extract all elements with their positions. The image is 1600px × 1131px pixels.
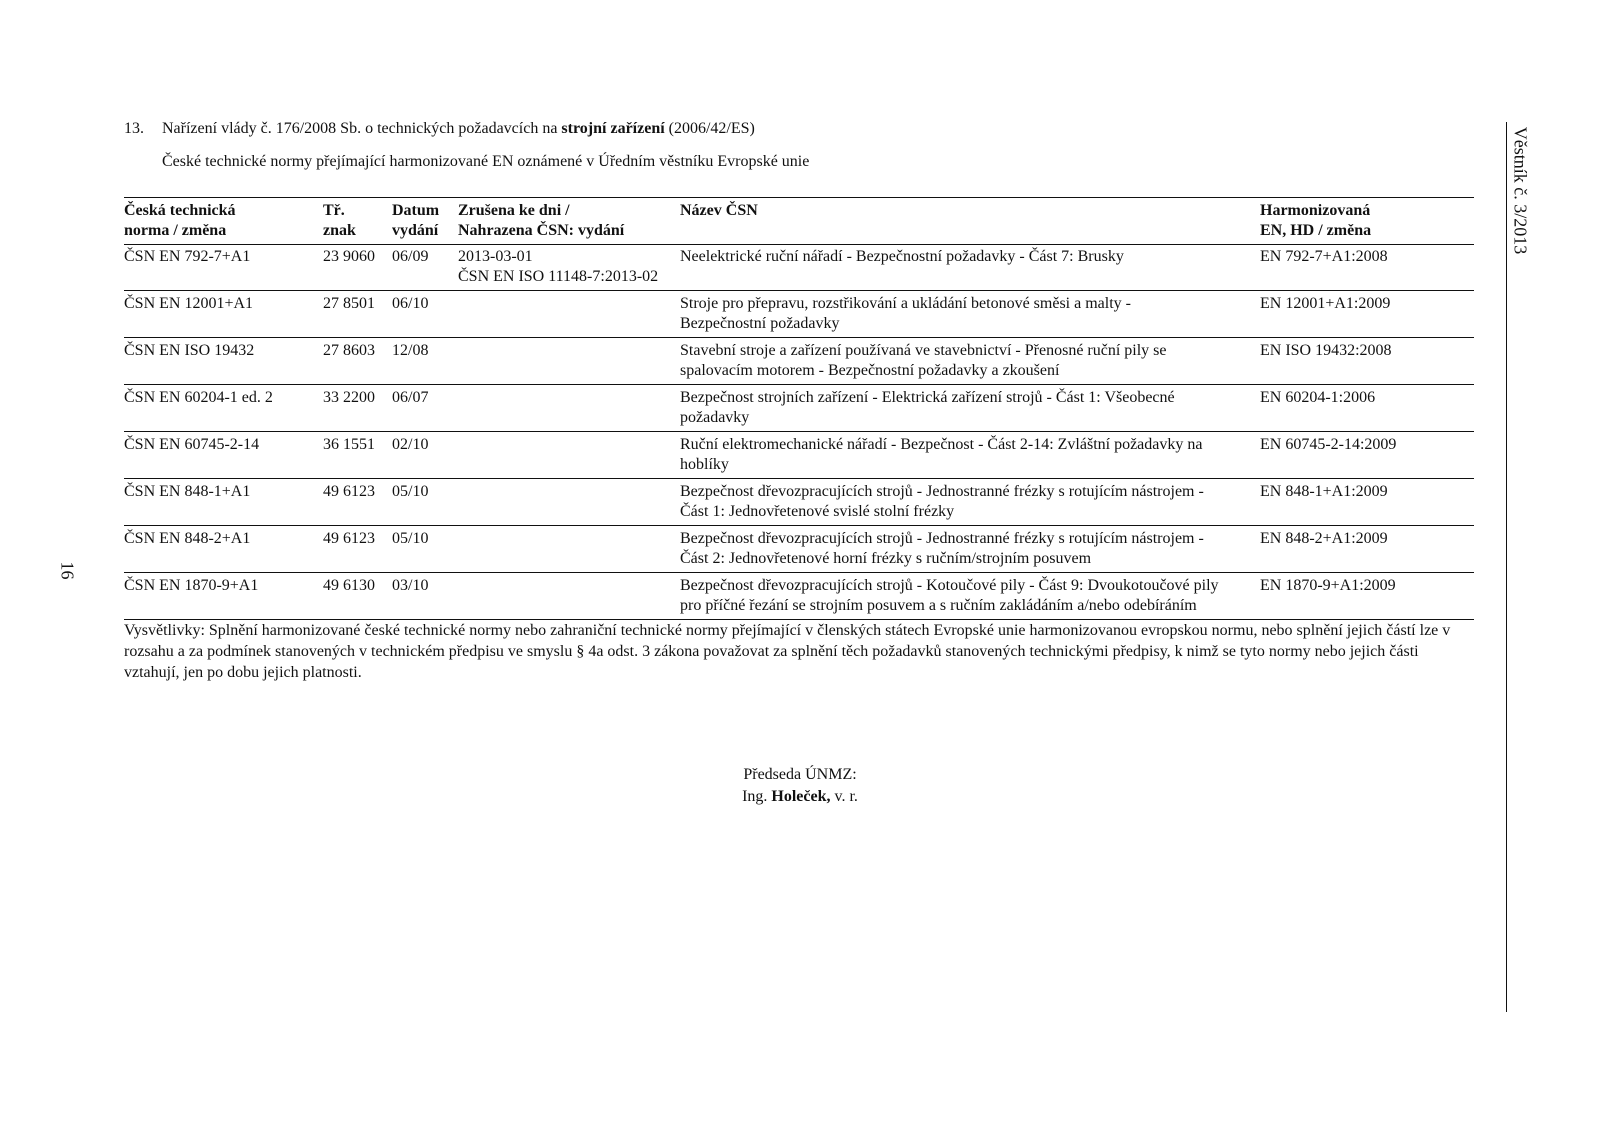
cell-class: 49 6130 <box>323 573 392 620</box>
cell-norm: ČSN EN 60204-1 ed. 2 <box>124 385 323 432</box>
cell-harmonized: EN 848-1+A1:2009 <box>1260 479 1474 526</box>
cell-harmonized: EN 12001+A1:2009 <box>1260 291 1474 338</box>
cell-harmonized: EN 792-7+A1:2008 <box>1260 245 1474 291</box>
table-row <box>124 291 1474 338</box>
cell-title: Bezpečnost dřevozpracujících strojů - Jednostranné frézky s rotujícím nástrojem - Část 2: Jednovřetenové horní frézky s ručním/strojním posuvem <box>680 526 1260 573</box>
header-class: Tř. znak <box>323 198 392 245</box>
cell-harmonized: EN 60204-1:2006 <box>1260 385 1474 432</box>
cell-date: 06/09 <box>392 245 458 291</box>
cell-title: Stavební stroje a zařízení používaná ve stavebnictví - Přenosné ruční pily se spalovacím motorem - Bezpečnostní požadavky a zkoušení <box>680 338 1260 385</box>
section-heading <box>124 120 755 138</box>
explanatory-note: Vysvětlivky: Splnění harmonizované české technické normy nebo zahraniční technické normy přejímající v členských státech Evropské unie harmonizovanou evropskou normu, nebo splnění jejich částí lze v rozsahu a za podmínek stanovených v technickém předpisu ve smyslu § 4a odst. 3 zákona považovat za splnění těch požadavků stanovených technickými předpisy, k nimž se tyto normy nebo jejich části vztahují, jen po dobu jejich platnosti. <box>124 622 1451 681</box>
cell-class: 49 6123 <box>323 526 392 573</box>
cell-class: 27 8603 <box>323 338 392 385</box>
table-row <box>124 526 1474 573</box>
cell-class: 49 6123 <box>323 479 392 526</box>
cell-title: Bezpečnost dřevozpracujících strojů - Kotoučové pily - Část 9: Dvoukotoučové pily pro příčné řezání se strojním posuvem a s ručním zakládáním a/nebo odebíráním <box>680 573 1260 620</box>
section-subheading: České technické normy přejímající harmonizované EN oznámené v Úředním věstníku Evropské unie <box>162 153 810 170</box>
header-norm: Česká technická norma / změna <box>124 198 323 245</box>
cell-cancelled: 2013-03-01 ČSN EN ISO 11148-7:2013-02 <box>458 245 680 291</box>
cell-norm: ČSN EN 1870-9+A1 <box>124 573 323 620</box>
cell-title: Bezpečnost dřevozpracujících strojů - Jednostranné frézky s rotujícím nástrojem - Část 1: Jednovřetenové svislé stolní frézky <box>680 479 1260 526</box>
cell-cancelled <box>458 573 680 620</box>
cell-title: Neelektrické ruční nářadí - Bezpečnostní požadavky - Část 7: Brusky <box>680 245 1260 291</box>
cell-norm: ČSN EN 12001+A1 <box>124 291 323 338</box>
cell-class: 36 1551 <box>323 432 392 479</box>
cell-date: 06/10 <box>392 291 458 338</box>
table-header-row <box>124 198 1474 245</box>
cell-cancelled <box>458 526 680 573</box>
cell-harmonized: EN 848-2+A1:2009 <box>1260 526 1474 573</box>
page-number: 16 <box>57 561 78 580</box>
cell-harmonized: EN 1870-9+A1:2009 <box>1260 573 1474 620</box>
cell-date: 03/10 <box>392 573 458 620</box>
cell-cancelled <box>458 338 680 385</box>
table-row <box>124 479 1474 526</box>
cell-class: 27 8501 <box>323 291 392 338</box>
journal-issue-label: Věstník č. 3/2013 <box>1510 126 1531 255</box>
cell-title: Bezpečnost strojních zařízení - Elektrická zařízení strojů - Část 1: Všeobecné požadavky <box>680 385 1260 432</box>
cell-cancelled <box>458 432 680 479</box>
section-number: 13. <box>124 120 144 137</box>
heading-bold-text: strojní zařízení <box>561 120 665 137</box>
margin-rule <box>1506 122 1507 1012</box>
signature-name-line: Ing. Holeček, v. r. <box>742 788 858 805</box>
cell-date: 05/10 <box>392 526 458 573</box>
heading-text-end: (2006/42/ES) <box>664 120 755 137</box>
cell-date: 02/10 <box>392 432 458 479</box>
table-row <box>124 338 1474 385</box>
cell-harmonized: EN ISO 19432:2008 <box>1260 338 1474 385</box>
signature-block <box>600 764 1000 808</box>
cell-norm: ČSN EN 848-1+A1 <box>124 479 323 526</box>
signature-role: Předseda ÚNMZ: <box>743 766 857 783</box>
cell-date: 06/07 <box>392 385 458 432</box>
heading-text: Nařízení vlády č. 176/2008 Sb. o technických požadavcích na <box>162 120 562 137</box>
cell-cancelled <box>458 291 680 338</box>
table-row <box>124 245 1474 291</box>
cell-norm: ČSN EN 792-7+A1 <box>124 245 323 291</box>
header-harmonized: Harmonizovaná EN, HD / změna <box>1260 198 1474 245</box>
cell-cancelled <box>458 385 680 432</box>
table-row <box>124 385 1474 432</box>
cell-cancelled <box>458 479 680 526</box>
cell-date: 12/08 <box>392 338 458 385</box>
cell-norm: ČSN EN 60745-2-14 <box>124 432 323 479</box>
cell-class: 33 2200 <box>323 385 392 432</box>
cell-norm: ČSN EN ISO 19432 <box>124 338 323 385</box>
cell-harmonized: EN 60745-2-14:2009 <box>1260 432 1474 479</box>
standards-table <box>124 197 1474 620</box>
signature-name: Holeček, <box>771 788 831 805</box>
cell-title: Stroje pro přepravu, rozstřikování a ukládání betonové směsi a malty - Bezpečnostní požadavky <box>680 291 1260 338</box>
header-title: Název ČSN <box>680 198 1260 245</box>
cell-date: 05/10 <box>392 479 458 526</box>
cell-class: 23 9060 <box>323 245 392 291</box>
header-date: Datum vydání <box>392 198 458 245</box>
table-row <box>124 432 1474 479</box>
cell-norm: ČSN EN 848-2+A1 <box>124 526 323 573</box>
table-row <box>124 573 1474 620</box>
header-cancelled: Zrušena ke dni / Nahrazena ČSN: vydání <box>458 198 680 245</box>
cell-title: Ruční elektromechanické nářadí - Bezpečnost - Část 2-14: Zvláštní požadavky na hoblíky <box>680 432 1260 479</box>
